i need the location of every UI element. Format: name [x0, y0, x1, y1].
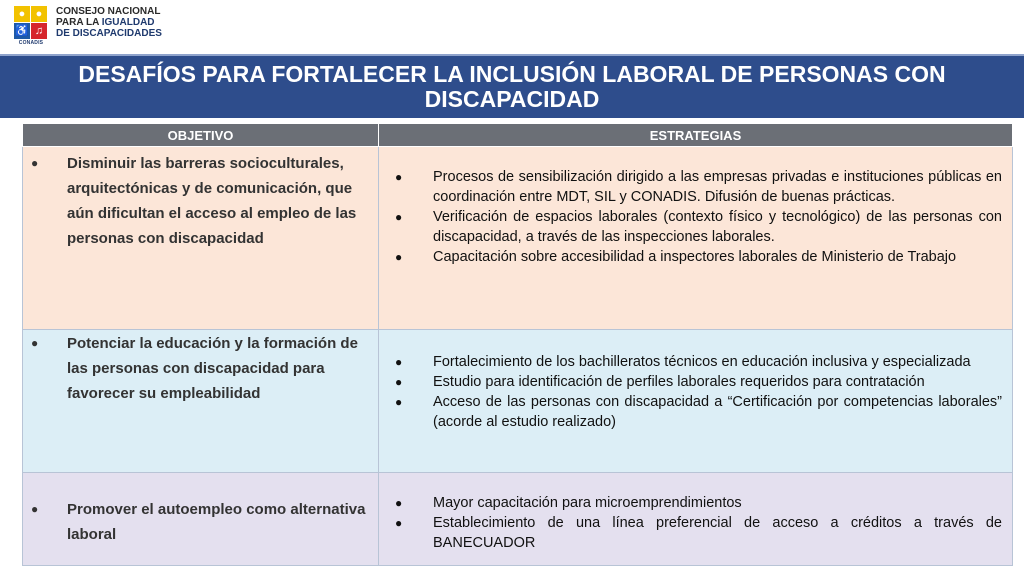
objective-text: Promover el autoempleo como alternativa laboral	[67, 501, 366, 543]
page-title: DESAFÍOS PARA FORTALECER LA INCLUSIÓN LABORAL DE PERSONAS CON DISCAPACIDAD	[78, 61, 946, 112]
strategy-text: Establecimiento de una línea preferencial de acceso a créditos a través de BANECUADOR	[433, 515, 1002, 551]
strategy-text: Capacitación sobre accesibilidad a inspectores laborales de Ministerio de Trabajo	[433, 249, 957, 265]
bullet-icon: ●	[31, 502, 39, 516]
strategy-list	[379, 147, 1012, 267]
strategies-cell	[379, 330, 1013, 473]
hearing-icon: ♫	[34, 25, 44, 37]
conadis-logo	[14, 6, 162, 46]
logo-line3: DE DISCAPACIDADES	[56, 28, 162, 39]
list-item	[389, 493, 1002, 513]
bullet-icon: ●	[395, 170, 403, 184]
list-item	[389, 352, 1002, 372]
strategy-list	[379, 473, 1012, 553]
logo-square-blue	[14, 23, 30, 39]
list-item	[389, 207, 1002, 247]
logo-line2	[56, 17, 162, 28]
bullet-icon: ●	[395, 395, 403, 409]
objective-cell	[23, 473, 379, 566]
table-row	[23, 473, 1013, 566]
strategy-text: Estudio para identificación de perfiles laborales requeridos para contratación	[433, 374, 925, 390]
logo-square-yellow-left	[14, 6, 30, 22]
bullet-icon: ●	[395, 250, 403, 264]
objective-text: Potenciar la educación y la formación de las personas con discapacidad para favorecer su empleabilidad	[67, 335, 358, 402]
strategy-text: Mayor capacitación para microemprendimientos	[433, 495, 742, 511]
person-icon: ●	[35, 8, 43, 20]
table-row	[23, 147, 1013, 330]
strategies-table	[22, 123, 1013, 566]
strategy-text: Procesos de sensibilización dirigido a las empresas privadas e instituciones públicas en coordinación entre MDT, SIL y CONADIS. Difusión de buenas prácticas.	[433, 169, 1002, 205]
list-item	[389, 167, 1002, 207]
logo-line1: CONSEJO NACIONAL	[56, 6, 161, 17]
logo-brand: CONADIS	[18, 40, 44, 46]
bullet-icon: ●	[395, 355, 403, 369]
table-header-row	[23, 124, 1013, 147]
bullet-icon: ●	[395, 210, 403, 224]
bullet-icon: ●	[395, 496, 403, 510]
objective-text: Disminuir las barreras socioculturales, arquitectónicas y de comunicación, que aún dificultan el acceso al empleo de las personas con discapacidad	[67, 155, 357, 247]
bullet-icon: ●	[31, 336, 39, 350]
strategy-text: Acceso de las personas con discapacidad a “Certificación por competencias laborales” (acorde al estudio realizado)	[433, 394, 1002, 430]
bullet-icon: ●	[395, 375, 403, 389]
list-item	[389, 372, 1002, 392]
logo-square-red	[31, 23, 47, 39]
bullet-icon: ●	[395, 516, 403, 530]
header-objetivo: OBJETIVO	[23, 124, 379, 147]
list-item	[389, 247, 1002, 267]
person-icon: ●	[18, 8, 26, 20]
wheelchair-icon: ♿	[15, 25, 29, 37]
list-item	[389, 513, 1002, 553]
table-row	[23, 330, 1013, 473]
objective-cell	[23, 330, 379, 473]
strategy-text: Verificación de espacios laborales (contexto físico y tecnológico) de las personas con discapacidad, a través de las inspecciones laborales.	[433, 209, 1002, 245]
title-band	[0, 54, 1024, 118]
logo-text	[56, 6, 162, 39]
objective-cell	[23, 147, 379, 330]
logo-line2-prefix: PARA LA	[56, 17, 102, 28]
strategies-cell	[379, 473, 1013, 566]
list-item	[389, 392, 1002, 432]
strategy-list	[379, 330, 1012, 432]
logo-mark	[14, 6, 48, 46]
header-estrategias: ESTRATEGIAS	[379, 124, 1013, 147]
strategy-text: Fortalecimiento de los bachilleratos técnicos en educación inclusiva y especializada	[433, 354, 971, 370]
bullet-icon: ●	[31, 156, 39, 170]
strategies-cell	[379, 147, 1013, 330]
logo-line2-highlight: IGUALDAD	[101, 17, 155, 28]
logo-square-yellow-right	[31, 6, 47, 22]
